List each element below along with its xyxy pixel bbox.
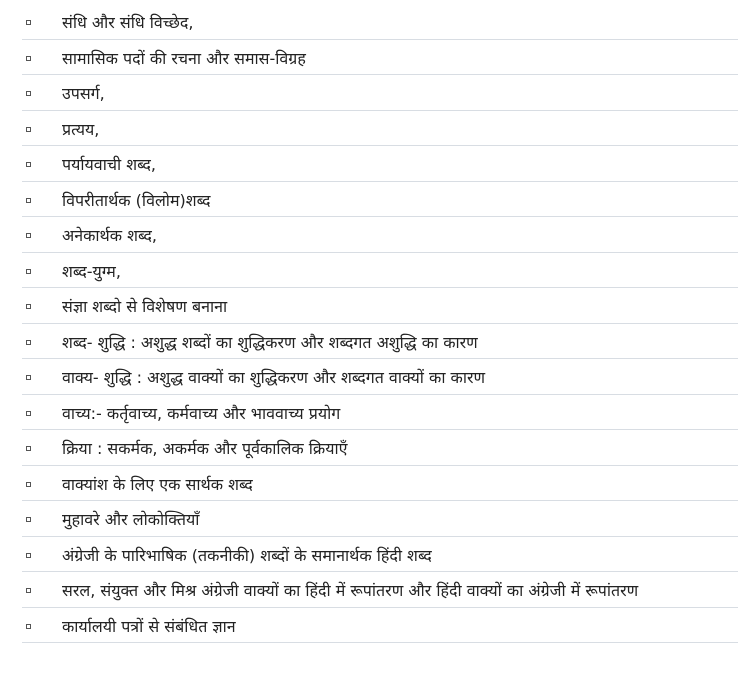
list-item (22, 4, 738, 40)
square-bullet-icon (26, 127, 31, 132)
list-item-text: अनेकार्थक शब्द, (62, 226, 157, 245)
list-item-text: कार्यालयी पत्रों से संबंधित ज्ञान (62, 616, 236, 636)
square-bullet-icon (26, 588, 31, 593)
list-item (22, 359, 738, 395)
list-item (22, 111, 738, 147)
square-bullet-icon (26, 553, 31, 558)
square-bullet-icon (26, 517, 31, 522)
list-item (22, 217, 738, 253)
list-item-text: मुहावरे और लोकोक्तियाँ (62, 510, 200, 529)
list-item (22, 608, 738, 644)
list-item-text: वाच्य:- कर्तृवाच्य, कर्मवाच्य और भाववाच्य प्रयोग (62, 403, 341, 423)
list-item (22, 40, 738, 76)
square-bullet-icon (26, 269, 31, 274)
square-bullet-icon (26, 233, 31, 238)
list-item-text: सरल, संयुक्त और मिश्र अंग्रेजी वाक्यों का हिंदी में रूपांतरण और हिंदी वाक्यों का अंग्रेजी में रूपांतरण (62, 581, 639, 600)
list-item (22, 572, 738, 608)
list-item (22, 430, 738, 466)
list-item (22, 501, 738, 537)
square-bullet-icon (26, 162, 31, 167)
square-bullet-icon (26, 20, 31, 25)
square-bullet-icon (26, 411, 31, 416)
square-bullet-icon (26, 91, 31, 96)
square-bullet-icon (26, 198, 31, 203)
list-item-text: विपरीतार्थक (विलोम)शब्द (62, 190, 211, 210)
list-item-text: पर्यायवाची शब्द, (62, 155, 157, 174)
list-item-text: सामासिक पदों की रचना और समास-विग्रह (62, 48, 306, 68)
list-item (22, 466, 738, 502)
square-bullet-icon (26, 56, 31, 61)
list-item-text: वाक्य- शुद्धि : अशुद्ध वाक्यों का शुद्धिकरण और शब्दगत वाक्यों का कारण (62, 368, 486, 387)
list-item-text: अंग्रेजी के पारिभाषिक (तकनीकी) शब्दों के समानार्थक हिंदी शब्द (62, 545, 432, 565)
list-item (22, 75, 738, 111)
list-item (22, 537, 738, 573)
square-bullet-icon (26, 304, 31, 309)
list-item-text: वाक्यांश के लिए एक सार्थक शब्द (62, 474, 253, 494)
square-bullet-icon (26, 624, 31, 629)
square-bullet-icon (26, 482, 31, 487)
list-item (22, 324, 738, 360)
list-item-text: शब्द-युग्म, (62, 261, 121, 281)
square-bullet-icon (26, 340, 31, 345)
list-item (22, 146, 738, 182)
list-item-text: प्रत्यय, (62, 119, 100, 139)
list-item-text: क्रिया : सकर्मक, अकर्मक और पूर्वकालिक क्रियाएँ (62, 439, 348, 458)
list-item-text: शब्द- शुद्धि : अशुद्ध शब्दों का शुद्धिकरण और शब्दगत अशुद्धि का कारण (62, 332, 478, 352)
list-item-text: संधि और संधि विच्छेद, (62, 13, 194, 32)
list-item (22, 288, 738, 324)
list-item-text: संज्ञा शब्दो से विशेषण बनाना (62, 297, 228, 316)
list-item (22, 395, 738, 431)
square-bullet-icon (26, 375, 31, 380)
list-item (22, 182, 738, 218)
square-bullet-icon (26, 446, 31, 451)
list-item (22, 253, 738, 289)
list-item-text: उपसर्ग, (62, 84, 105, 103)
